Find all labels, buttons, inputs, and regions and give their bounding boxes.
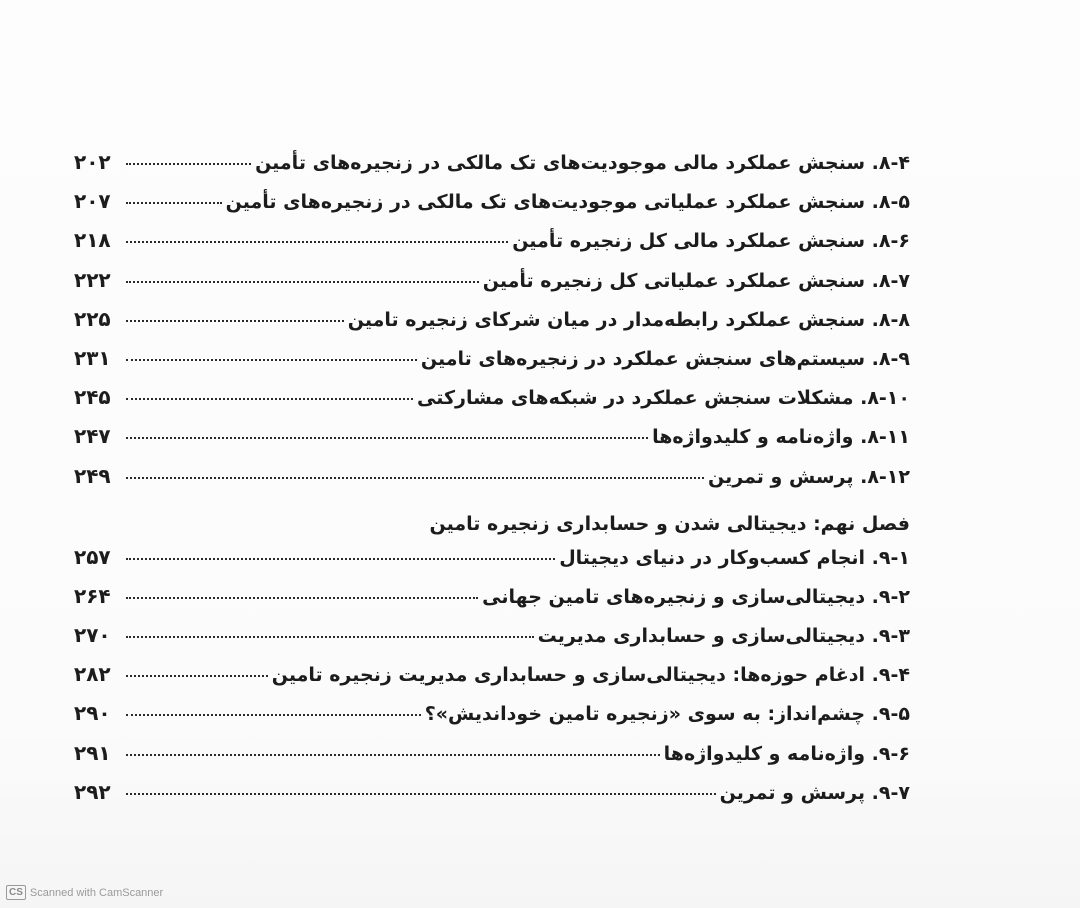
toc-entry-title: ۹-۷. پرسش و تمرین: [719, 781, 910, 804]
dot-leader: [126, 597, 478, 599]
dot-leader: [126, 359, 417, 361]
toc-page-number: ۲۵۷: [74, 544, 111, 569]
toc-entry-title: ۸-۱۱. واژه‌نامه و کلیدواژه‌ها: [652, 426, 910, 449]
toc-entry: [74, 741, 910, 780]
dot-leader: [126, 437, 648, 439]
toc-entry: [74, 545, 910, 584]
chapter-heading-row: [74, 503, 910, 545]
dot-leader: [126, 793, 716, 795]
toc-entry-title: ۸-۶. سنجش عملکرد مالی کل زنجیره تأمین: [512, 230, 910, 253]
dot-leader: [126, 754, 660, 756]
toc-page-number: ۲۱۸: [74, 228, 111, 253]
toc-page-number: ۲۳۱: [74, 345, 111, 370]
dot-leader: [126, 477, 704, 479]
dot-leader: [126, 636, 534, 638]
toc-page-number: ۲۷۰: [74, 623, 111, 648]
toc-entry: [74, 346, 910, 385]
toc-page-number: ۲۰۲: [74, 150, 111, 174]
toc-entry-title: ۹-۶. واژه‌نامه و کلیدواژه‌ها: [663, 742, 910, 765]
scanner-watermark-text: Scanned with CamScanner: [29, 886, 164, 899]
dot-leader: [126, 320, 344, 322]
toc-page-number: ۲۶۴: [74, 583, 111, 608]
toc-page-number: ۲۲۵: [74, 306, 111, 331]
toc-entry: [74, 268, 910, 307]
toc-entry: [74, 662, 910, 701]
toc-entry-title: ۸-۴. سنجش عملکرد مالی موجودیت‌های تک مالکی در زنجیره‌های تأمین: [255, 152, 910, 174]
toc-entry: [74, 385, 910, 424]
toc-entry: [74, 424, 910, 463]
dot-leader: [126, 241, 508, 243]
toc-page-number: ۲۲۲: [74, 267, 111, 292]
toc-entry: [74, 189, 910, 228]
toc-entry: [74, 780, 910, 819]
toc-entry-title: ۸-۱۰. مشکلات سنجش عملکرد در شبکه‌های مشارکتی: [417, 387, 910, 410]
dot-leader: [126, 714, 421, 716]
toc-entry-title: ۸-۵. سنجش عملکرد عملیاتی موجودیت‌های تک مالکی در زنجیره‌های تأمین: [225, 191, 910, 214]
scanner-watermark: [6, 885, 163, 900]
camscanner-logo-icon: CS: [6, 885, 26, 900]
dot-leader: [126, 558, 555, 560]
table-of-contents: [74, 150, 910, 819]
toc-entry-title: ۸-۱۲. پرسش و تمرین: [708, 465, 910, 488]
toc-entry-title: ۸-۹. سیستم‌های سنجش عملکرد در زنجیره‌های تامین: [420, 347, 910, 370]
toc-page-number: ۲۰۷: [74, 189, 111, 214]
toc-page-number: ۲۹۱: [74, 740, 111, 765]
toc-page-number: ۲۴۹: [74, 463, 111, 488]
toc-entry-title: ۹-۳. دیجیتالی‌سازی و حسابداری مدیریت: [537, 625, 910, 648]
toc-entry: [74, 307, 910, 346]
toc-page-number: ۲۹۲: [74, 779, 111, 804]
dot-leader: [126, 202, 222, 204]
dot-leader: [126, 281, 479, 283]
toc-entry: [74, 584, 910, 623]
toc-entry: [74, 464, 910, 503]
toc-page-number: ۲۴۷: [74, 424, 111, 449]
dot-leader: [126, 398, 413, 400]
toc-entry-title: ۸-۷. سنجش عملکرد عملیاتی کل زنجیره تأمین: [482, 269, 910, 292]
toc-entry-title: ۹-۲. دیجیتالی‌سازی و زنجیره‌های تامین جهانی: [482, 585, 910, 608]
toc-page-number: ۲۴۵: [74, 385, 111, 410]
toc-entry: [74, 150, 910, 189]
toc-page-number: ۲۹۰: [74, 701, 111, 726]
toc-entry-title: ۸-۸. سنجش عملکرد رابطه‌مدار در میان شرکای زنجیره تامین: [347, 308, 910, 331]
toc-entry: [74, 228, 910, 267]
dot-leader: [126, 163, 251, 165]
toc-entry-title: ۹-۴. ادغام حوزه‌ها: دیجیتالی‌سازی و حسابداری مدیریت زنجیره تامین: [271, 664, 910, 687]
toc-page-number: ۲۸۲: [74, 662, 111, 687]
toc-entry-title: ۹-۱. انجام کسب‌وکار در دنیای دیجیتال: [559, 546, 910, 569]
toc-entry: [74, 701, 910, 740]
toc-entry-title: ۹-۵. چشم‌انداز: به سوی «زنجیره تامین خوداندیش»؟: [424, 703, 910, 726]
toc-entry: [74, 623, 910, 662]
dot-leader: [126, 675, 268, 677]
chapter-heading: فصل نهم: دیجیتالی شدن و حسابداری زنجیره تامین: [429, 512, 910, 535]
